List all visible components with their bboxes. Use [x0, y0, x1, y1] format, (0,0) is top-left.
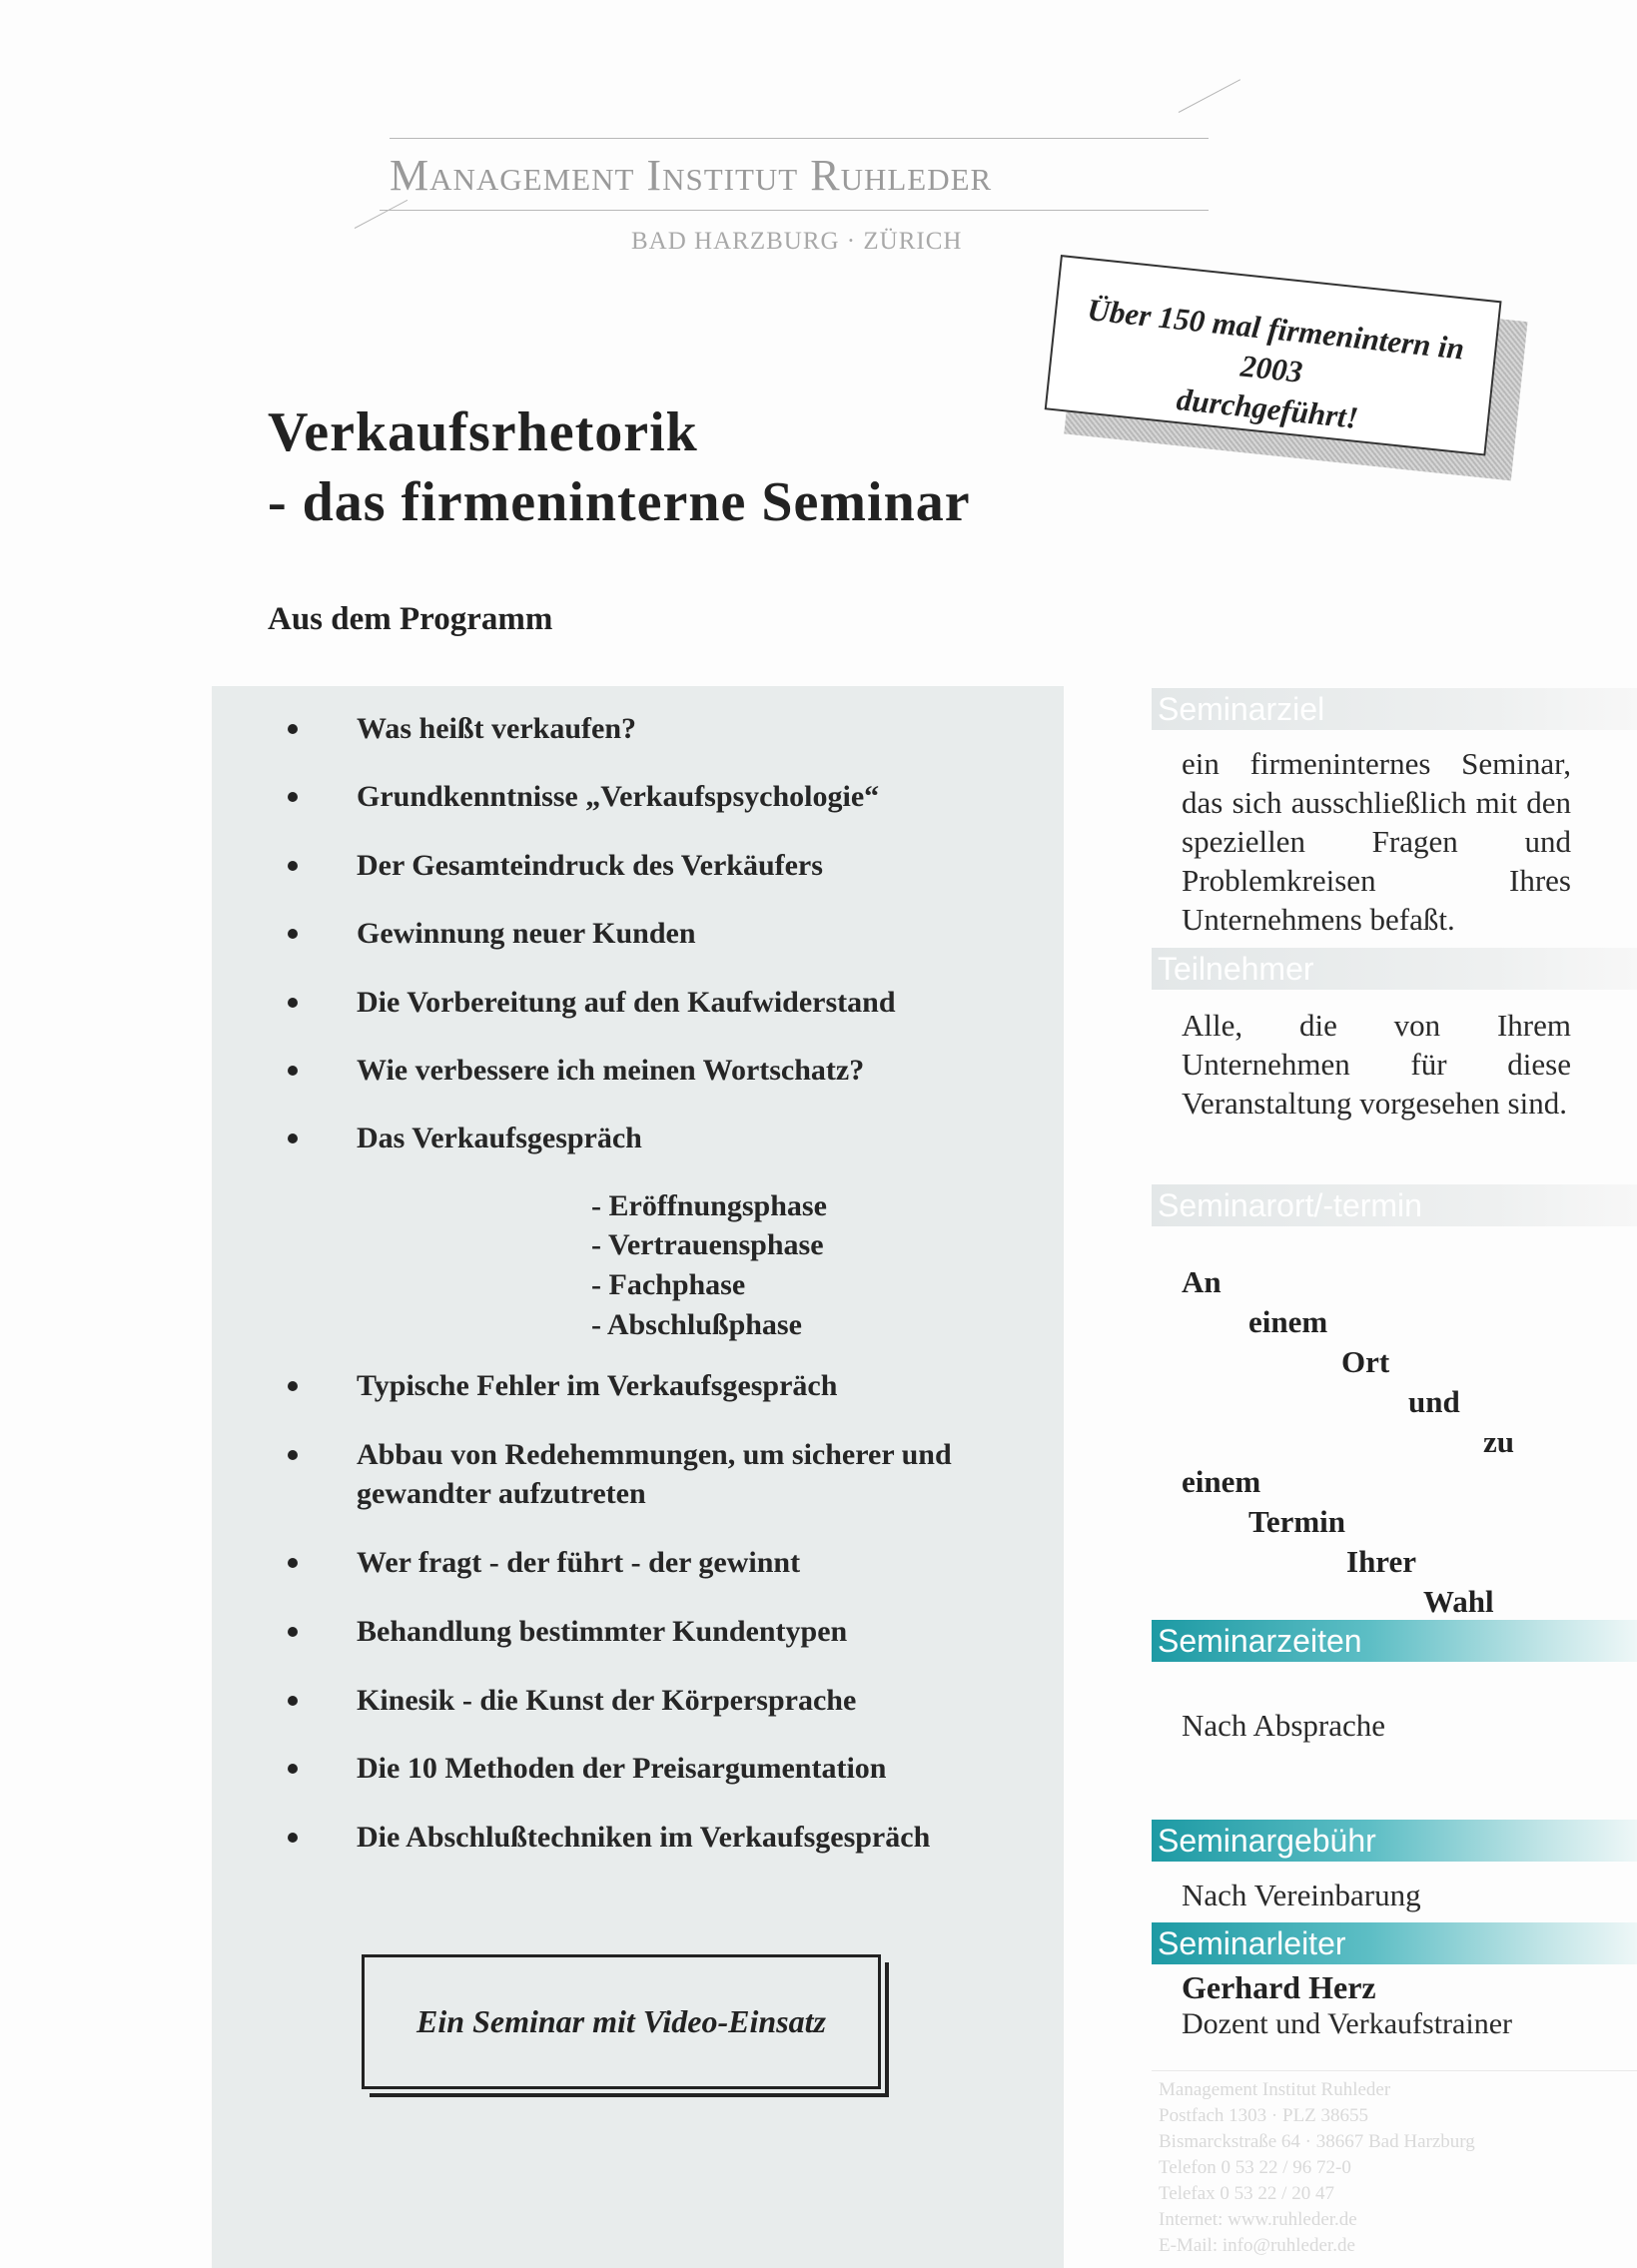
address-line: Postfach 1303 · PLZ 38655 [1159, 2105, 1369, 2126]
stamp-line-1: Über 150 mal firmenintern in 2003 [1086, 292, 1466, 389]
bullet-icon [288, 1066, 298, 1076]
leader-role: Dozent und Verkaufstrainer [1182, 2007, 1512, 2040]
bullet-icon [288, 861, 298, 871]
address-line: Telefon 0 53 22 / 96 72-0 [1159, 2157, 1351, 2178]
ort-word: Termin [1248, 1504, 1346, 1539]
ort-word: einem [1248, 1304, 1328, 1339]
ort-word: und [1408, 1384, 1460, 1419]
brand-rule-top-slant [1179, 79, 1240, 113]
video-note: Ein Seminar mit Video-Einsatz [416, 2003, 826, 2039]
address-line: Management Institut Ruhleder [1159, 2079, 1391, 2100]
teilnehmer-header: Teilnehmer [1152, 948, 1637, 990]
bullet-icon [288, 1696, 298, 1706]
seminarort-header: Seminarort/-termin [1152, 1184, 1637, 1226]
ort-word: Wahl [1423, 1584, 1494, 1619]
page-title [268, 397, 971, 537]
bullet-icon [288, 998, 298, 1008]
bullet-icon [288, 1627, 298, 1637]
brand-locations: BAD HARZBURG · ZÜRICH [631, 228, 963, 255]
bullet-icon [288, 724, 298, 734]
bullet-icon [288, 1558, 298, 1568]
address-line: E-Mail: info@ruhleder.de [1159, 2235, 1355, 2256]
address-line: Telefax 0 53 22 / 20 47 [1159, 2183, 1334, 2204]
title-line-2: - das firmeninterne Seminar [268, 471, 971, 533]
address-line: Bismarckstraße 64 · 38667 Bad Harzburg [1159, 2131, 1475, 2152]
title-line-1: Verkaufsrhetorik [268, 401, 698, 463]
seminargebuehr-header: Seminargebühr [1152, 1820, 1637, 1862]
ort-word: einem [1182, 1464, 1261, 1499]
brand-rule-top [390, 138, 1209, 139]
stamp-line-2: durchgeführt! [1175, 381, 1360, 435]
seminarzeiten-text: Nach Absprache [1182, 1708, 1385, 1743]
program-heading: Aus dem Programm [268, 601, 553, 637]
bullet-icon [288, 792, 298, 802]
seminarziel-header: Seminarziel [1152, 688, 1637, 730]
bullet-icon [288, 1833, 298, 1843]
bullet-icon [288, 1450, 298, 1460]
bullet-icon [288, 1134, 298, 1143]
brand-name: Management Institut Ruhleder [390, 151, 993, 200]
phase-item: - Fachphase [591, 1268, 746, 1301]
brand-rule-bottom-slant [355, 200, 408, 229]
leader-name: Gerhard Herz [1182, 1969, 1376, 2005]
address-block [1159, 2077, 1475, 2259]
ort-word: Ihrer [1346, 1544, 1417, 1579]
seminarziel-text: ein firmeninternes Seminar, das sich ausschließlich mit den speziellen Fragen und Problemkreisen Ihres Unternehmens befaßt. [1182, 746, 1571, 937]
bullet-icon [288, 1381, 298, 1391]
phase-item: - Vertrauensphase [591, 1228, 824, 1261]
seminargebuehr-text: Nach Vereinbarung [1182, 1878, 1421, 1912]
program-panel: Was heißt verkaufen? Grundkenntnisse „Verkaufspsychologie“ Der Gesamteindruck des Verkäufers Gewinnung neuer Kunden Die Vorbereitung auf den Kaufwiderstand Wie verbessere ich meinen Wortschatz? Das Verkaufsgespräch - Eröffnungsphase - Vertrauensphase - Fachphase - Abschlußphase Typische Fehler im Verkaufsgespräch Abbau von Redehemmungen, um sicherer und gewandter aufzutreten Wer fragt - der führt - der gewinnt Behandlung bestimmter Kundentypen Kinesik - die Kunst der Körpersprache Die 10 Methoden der Preisargumentation Die Abschlußtechniken im Verkaufsgespräch Ein Seminar mit Video-Einsatz [212, 686, 1064, 2268]
address-divider [1152, 2070, 1637, 2071]
stamp-banner [1044, 255, 1508, 465]
seminarzeiten-header: Seminarzeiten [1152, 1620, 1637, 1662]
phase-item: - Abschlußphase [591, 1308, 802, 1341]
brand-rule-bottom [380, 210, 1209, 211]
ort-word: An [1182, 1264, 1222, 1299]
address-line: Internet: www.ruhleder.de [1159, 2209, 1357, 2230]
ort-word: zu [1483, 1424, 1514, 1459]
ort-word: Ort [1341, 1344, 1390, 1379]
teilnehmer-text: Alle, die von Ihrem Unternehmen für diese Veranstaltung vorgesehen sind. [1182, 1008, 1571, 1121]
phase-item: - Eröffnungsphase [591, 1189, 827, 1222]
bullet-icon [288, 1764, 298, 1774]
seminarleiter-header: Seminarleiter [1152, 1922, 1637, 1964]
bullet-icon [288, 929, 298, 939]
